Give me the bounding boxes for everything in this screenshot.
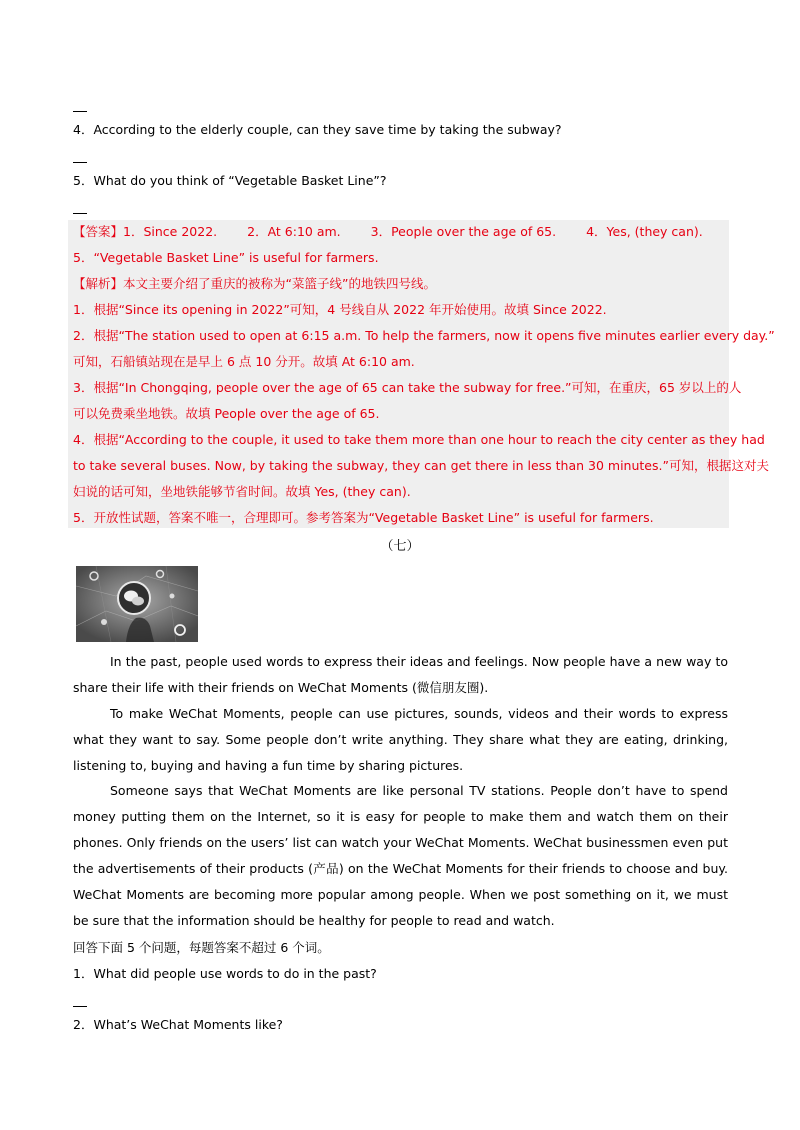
question-number: 1． xyxy=(73,966,94,981)
question-number: 4． xyxy=(73,122,94,137)
answer-item: 3．People over the age of 65. xyxy=(370,224,557,239)
answer-blank xyxy=(73,162,87,163)
answer-blank xyxy=(73,213,87,214)
answer-line xyxy=(73,223,703,241)
analysis-intro xyxy=(73,275,436,293)
question-5 xyxy=(73,172,387,190)
question-number: 5． xyxy=(73,173,94,188)
answer-blank xyxy=(73,111,87,112)
analysis-line: 3．根据“In Chongqing, people over the age of 65 can take the subway for free.”可知，在重庆，65 岁以上的人 xyxy=(73,380,742,395)
paragraph-text: In the past, people used words to express their ideas and feelings. Now people have a new way to share their life with their friends on WeChat Moments (微信朋友圈). xyxy=(73,654,728,695)
question-2 xyxy=(73,1016,283,1034)
analysis-line: to take several buses. Now, by taking the subway, they can get there in less than 30 minutes.”可知，根据这对夫 xyxy=(73,458,769,473)
question-text: According to the elderly couple, can they save time by taking the subway? xyxy=(93,122,562,137)
passage-paragraph-1 xyxy=(73,649,728,701)
analysis-line: 4．根据“According to the couple, it used to take them more than one hour to reach the city center as they had xyxy=(73,432,765,447)
question-text: What do you think of “Vegetable Basket Line”? xyxy=(93,173,387,188)
question-1 xyxy=(73,965,377,983)
section-title: （七） xyxy=(380,539,420,554)
answer-item-5: 5．“Vegetable Basket Line” is useful for farmers. xyxy=(73,250,379,265)
answer-item: 2．At 6:10 am. xyxy=(247,224,341,239)
wechat-photo xyxy=(76,566,198,642)
passage-paragraph-3 xyxy=(73,778,728,934)
instruction: 回答下面 5 个问题，每题答案不超过 6 个词。 xyxy=(73,940,330,955)
question-4 xyxy=(73,121,562,139)
question-number: 2． xyxy=(73,1017,94,1032)
answer-label: 【答案】 xyxy=(73,224,124,239)
analysis-label: 【解析】 xyxy=(73,276,124,291)
question-text: What did people use words to do in the past? xyxy=(93,966,377,981)
analysis-line: 可以免费乘坐地铁。故填 People over the age of 65. xyxy=(73,406,380,421)
passage-paragraph-2 xyxy=(73,701,728,779)
analysis-line: 2．根据“The station used to open at 6:15 a.m. To help the farmers, now it opens five minutes earlier every day.” xyxy=(73,328,775,343)
paragraph-text: To make WeChat Moments, people can use pictures, sounds, videos and their words to express what they want to say. Some people don’t write anything. They share what they are eating, drinking, listening to, buying and having a fun time by sharing pictures. xyxy=(73,706,728,773)
wechat-photo-graphic xyxy=(76,566,198,642)
analysis-line: 可知，石船镇站现在是早上 6 点 10 分开。故填 At 6:10 am. xyxy=(73,354,415,369)
analysis-text: 本文主要介绍了重庆的被称为“菜篮子线”的地铁四号线。 xyxy=(123,276,436,291)
question-text: What’s WeChat Moments like? xyxy=(93,1017,283,1032)
analysis-line: 5．开放性试题，答案不唯一，合理即可。参考答案为“Vegetable Basket Line” is useful for farmers. xyxy=(73,510,654,525)
paragraph-text: Someone says that WeChat Moments are like personal TV stations. People don’t have to spend money putting them on the Internet, so it is easy for people to make them and watch them on their phones. Only friends on the users’ list can watch your WeChat Moments. WeChat businessmen even put the advertisements of their products (产品) on the WeChat Moments for their friends to choose and buy. WeChat Moments are becoming more popular among people. When we post something on it, we must be sure that the information should be healthy for people to read and watch. xyxy=(73,783,728,928)
answer-item: 1．Since 2022. xyxy=(123,224,218,239)
analysis-line: 妇说的话可知，坐地铁能够节省时间。故填 Yes, (they can). xyxy=(73,484,411,499)
answer-blank xyxy=(73,1006,87,1007)
answer-item: 4．Yes, (they can). xyxy=(586,224,703,239)
analysis-line: 1．根据“Since its opening in 2022”可知，4 号线自从 2022 年开始使用。故填 Since 2022. xyxy=(73,302,607,317)
